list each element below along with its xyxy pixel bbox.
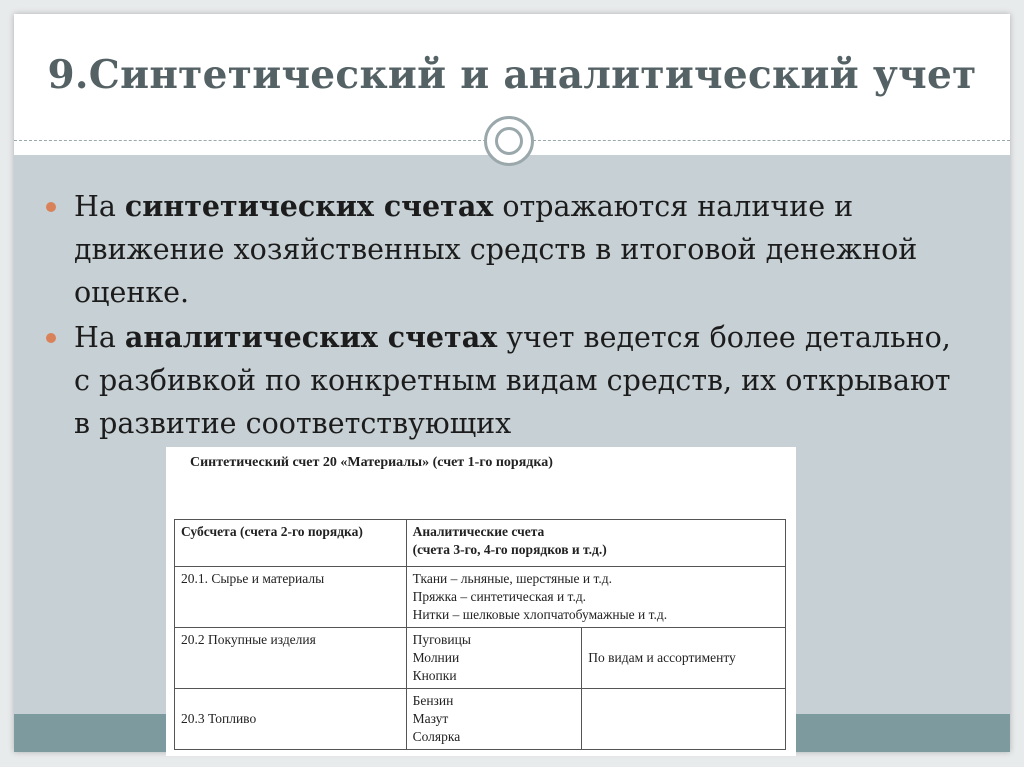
row-item: Бензин [412, 693, 454, 708]
row-items [406, 567, 785, 628]
row-subaccount: 20.3 Топливо [175, 689, 407, 750]
table-row [175, 567, 786, 628]
accounts-table-image [166, 447, 796, 756]
slide-title: 9.Синтетический и аналитический учет [47, 52, 977, 98]
accounts-table [174, 519, 786, 750]
bullet-text-suffix: отражаются наличие и движение хозяйственных средств в итоговой денежной оценке. [74, 190, 918, 309]
bullet-text-suffix: учет ведется более детально, с разбивкой по конкретным видам средств, их открывают в развитие соответствующих [74, 321, 951, 440]
table-row [175, 628, 786, 689]
row-item: Пряжка – синтетическая и т.д. [412, 589, 587, 604]
bullet-dot-icon [46, 333, 56, 343]
header-subaccounts: Субсчета (счета 2-го порядка) [175, 520, 407, 567]
bullet-text-prefix: На [74, 190, 125, 223]
row-note-empty [582, 689, 786, 750]
slide [14, 14, 1010, 752]
table-row [175, 689, 786, 750]
row-item: Солярка [412, 729, 461, 744]
row-item: Нитки – шелковые хлопчатобумажные и т.д. [412, 607, 668, 622]
row-subaccount: 20.1. Сырье и материалы [175, 567, 407, 628]
table-header-row [175, 520, 786, 567]
bullet-term: синтетических счетах [124, 189, 494, 223]
row-item: Кнопки [412, 668, 457, 683]
bullet-analytic [44, 316, 974, 445]
row-items [406, 689, 582, 750]
row-item: Мазут [412, 711, 449, 726]
row-item: Молнии [412, 650, 460, 665]
row-items [406, 628, 582, 689]
row-item: Ткани – льняные, шерстяные и т.д. [412, 571, 612, 586]
row-item: Пуговицы [412, 632, 471, 647]
bullet-synthetic [44, 185, 974, 314]
header-analytic-line1: Аналитические счета [412, 524, 545, 539]
divider-circle-ornament [484, 116, 534, 166]
bullet-dot-icon [46, 202, 56, 212]
divider-circle-inner [495, 127, 523, 155]
row-subaccount: 20.2 Покупные изделия [175, 628, 407, 689]
row-note: По видам и ассортименту [582, 628, 786, 689]
header-analytic-line2: (счета 3-го, 4-го порядков и т.д.) [412, 542, 607, 557]
bullet-term: аналитических счетах [124, 320, 498, 354]
bullet-text-prefix: На [74, 321, 125, 354]
header-analytic [406, 520, 785, 567]
bullet-list [44, 185, 974, 447]
table-heading: Синтетический счет 20 «Материалы» (счет 1-го порядка) [190, 455, 553, 470]
